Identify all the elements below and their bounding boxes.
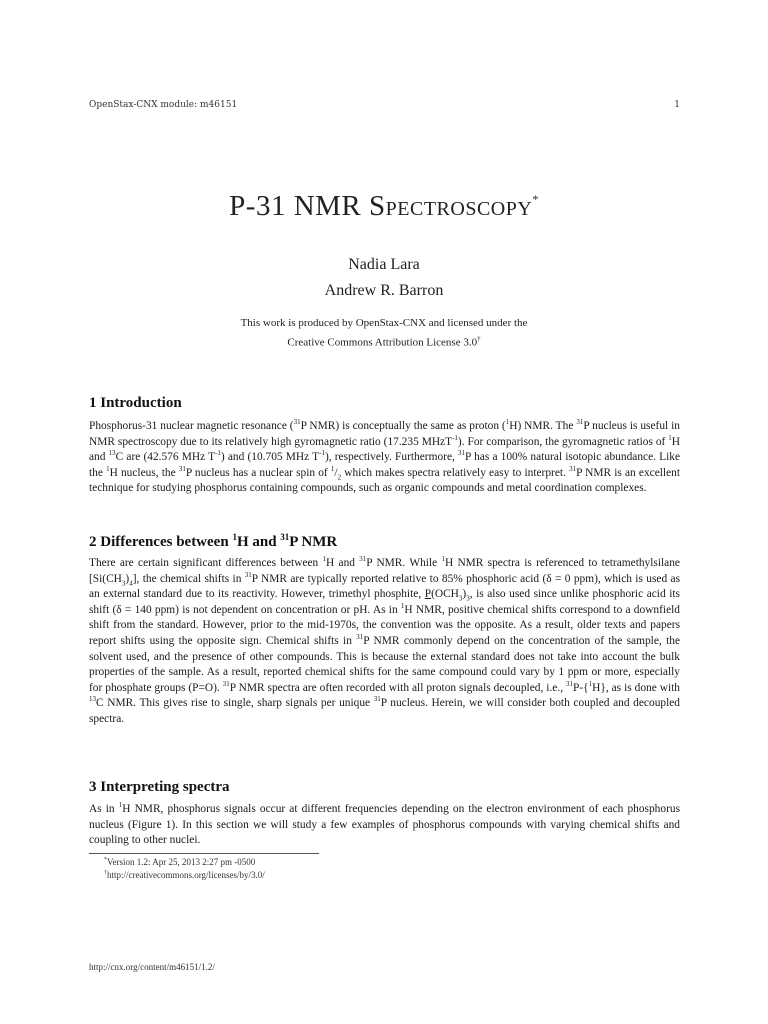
license-url-link[interactable]: http://creativecommons.org/licenses/by/3.0/	[107, 870, 265, 880]
author-name: Nadia Lara	[348, 256, 420, 273]
introduction-paragraph: Phosphorus-31 nuclear magnetic resonance ($^{31}$P NMR) is conceptually the same as proton ($^1$H) NMR. The $^{31}$P nucleus is useful in NMR spectroscopy due to its relatively high gyromagnetic ratio (17.235 MHzT$^{-1}$). For comparison, the gyromagnetic ratios of $^1$H and $^{13}$C are (42.576 MHz $T^{-1}$) and (10.705 MHz $T^{-1}$), respectively. Furthermore, $^{31}$P has a 100% natural isotopic abundance. Like the $^1$H nucleus, the $^{31}$P nucleus has a nuclear spin of $^1/_2$ which makes spectra relatively easy to interpret. $^{31}$P NMR is an excellent technique for studying phosphorus containing compounds, such as organic compounds and metal coordination complexes.	[89, 418, 681, 495]
section-title: Introduction	[100, 395, 182, 411]
section-heading-differences: 2 Differences between $^1$H and $^{31}$P NMR	[89, 532, 338, 550]
license-line-2: Creative Commons Attribution License 3.0	[287, 336, 478, 349]
interpreting-paragraph: As in $^1$H NMR, phosphorus signals occur at different frequencies depending on the electron environment of each phosphorus nucleus (Figure 1). In this section we will study a few examples of phosphorus compounds with varying chemical shifts and coupling to other nuclei.	[89, 801, 680, 847]
section-heading-interpreting	[89, 779, 230, 796]
license-line-1: This work is produced by OpenStax-CNX and licensed under the	[240, 317, 528, 329]
author-name: Andrew R. Barron	[324, 282, 444, 299]
title-main: Spectroscopy	[369, 190, 533, 222]
title-footnote-mark[interactable]: *	[532, 192, 539, 206]
footnote-divider	[89, 853, 319, 854]
footnote-version: *Version 1.2: Apr 25, 2013 2:27 pm -0500	[104, 857, 256, 867]
title-prefix: P-31 NMR	[229, 190, 370, 222]
footer-url-link[interactable]: http://cnx.org/content/m46151/1.2/	[89, 962, 215, 972]
license-statement	[0, 315, 768, 351]
section-number: 3	[89, 779, 97, 795]
differences-paragraph: There are certain significant differences between $^1$H and $^{31}$P NMR. While $^1$H NMR spectra is referenced to tetramethylsilane $[Si(CH_3)_4]$, the chemical shifts in $^{31}$P NMR are typically reported relative to 85% phosphoric acid (δ = 0 ppm), which is used as an external standard due to its reactivity. However, trimethyl phosphite, $P(OCH_3)_3$, is also used since unlike phosphoric acid its shift (δ = 140 ppm) is not dependent on concentration or pH. As in $^1$H NMR, positive chemical shifts correspond to a downfield shift from the standard. However, prior to the mid-1970s, the convention was the opposite. As a result, older texts and papers report shifts using the opposite sign. Chemical shifts in $^{31}$P NMR commonly depend on the concentration of the sample, the solvent used, and the presence of other compounds. This is because the external standard does not take into account the bulk properties of the sample. As a result, reported chemical shifts for the same compound could vary by 1 ppm or more, especially for phosphate groups (P=O). $^{31}$P NMR spectra are often recorded with all proton signals decoupled, i.e., $^{31}$P-{$^1$H}, as is done with $^{13}$C NMR. This gives rise to single, sharp signals per unique $^{31}$P nucleus. Herein, we will consider both coupled and decoupled spectra.	[89, 555, 681, 725]
section-number: 2	[89, 534, 97, 550]
running-header-module: OpenStax-CNX module: m46151	[89, 100, 238, 110]
section-heading-introduction	[89, 395, 182, 412]
document-title	[0, 190, 768, 223]
section-title: Interpreting spectra	[100, 779, 230, 795]
footnote-license-url[interactable]: †http://creativecommons.org/licenses/by/3.0/	[104, 870, 265, 880]
section-number: 1	[89, 395, 97, 411]
page-number: 1	[674, 100, 680, 110]
license-footnote-mark[interactable]: †	[477, 335, 481, 343]
